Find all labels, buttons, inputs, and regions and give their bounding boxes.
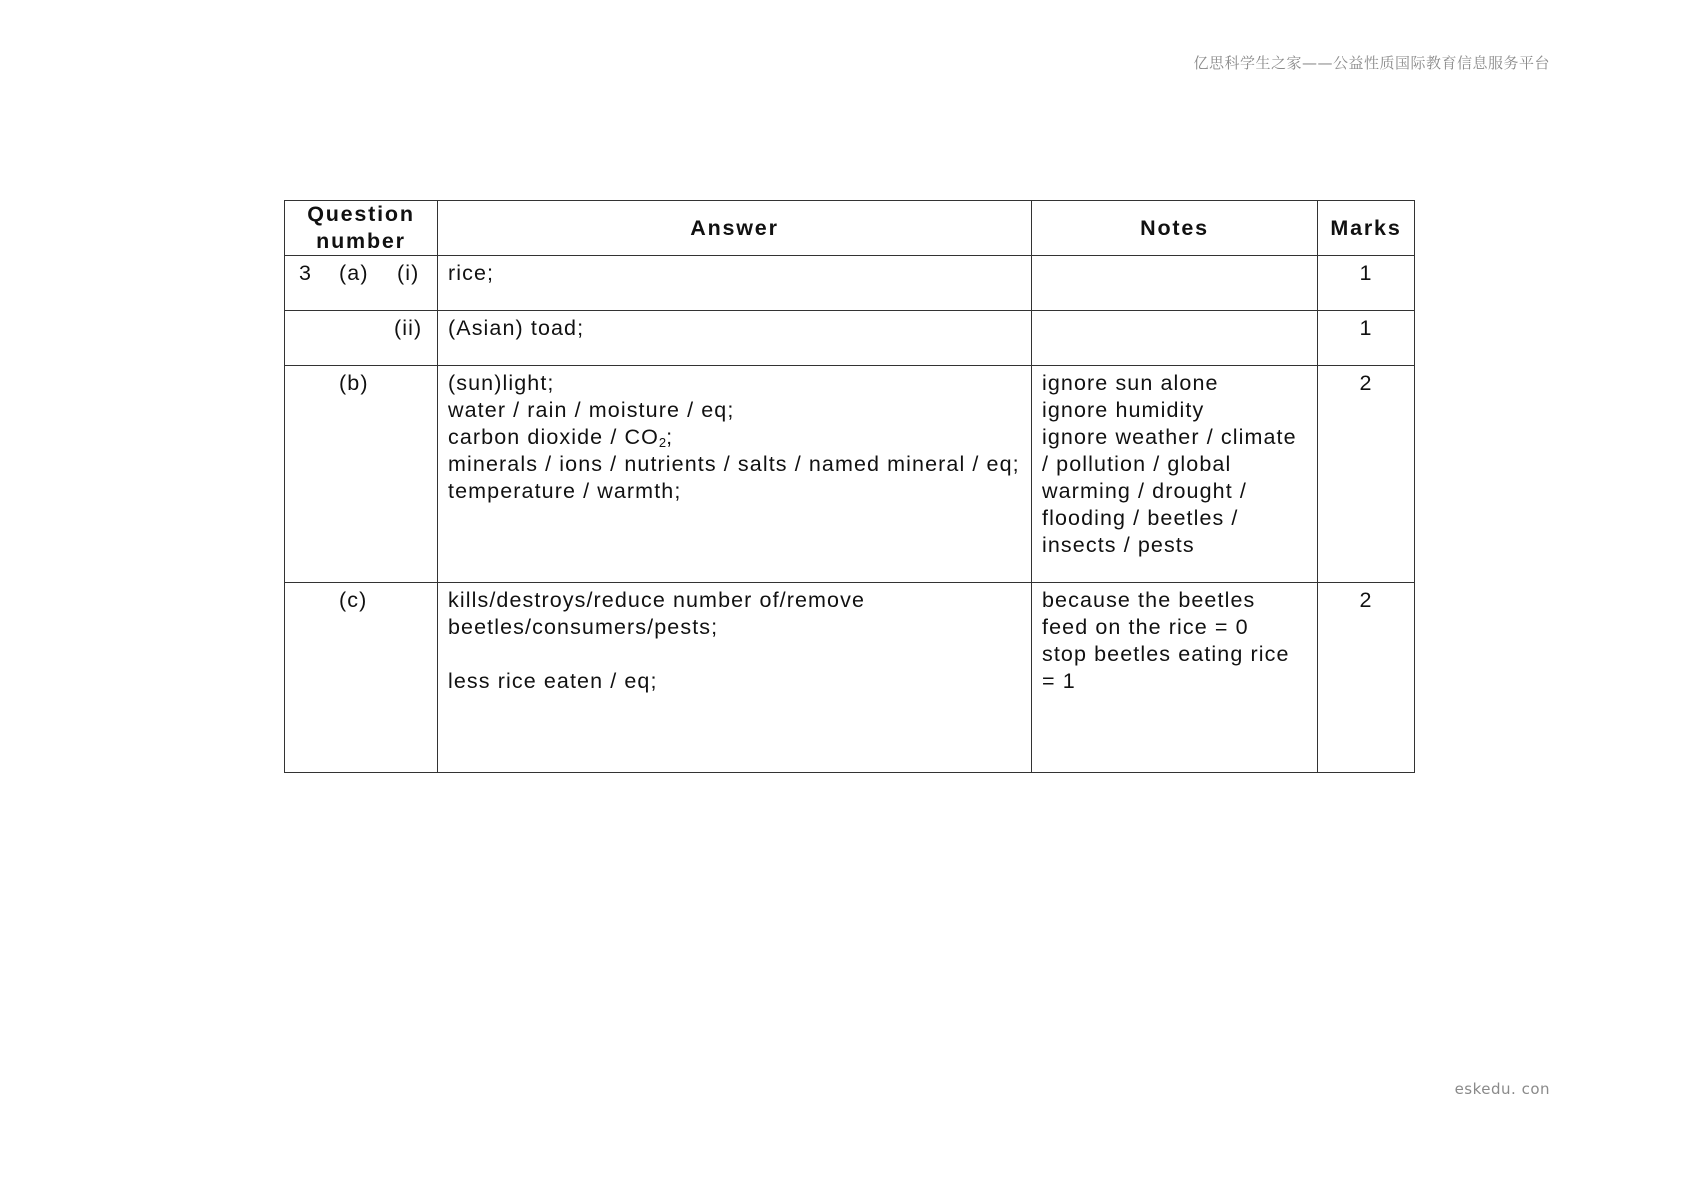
marks-value: 1: [1359, 316, 1373, 340]
answer-cell: [438, 311, 1032, 366]
answer-cell: [438, 256, 1032, 311]
table-row: [285, 583, 1415, 773]
marks-value: 1: [1359, 261, 1373, 285]
notes-cell: [1032, 583, 1318, 773]
question-main-number: 3: [299, 261, 313, 285]
question-part: (b): [339, 371, 369, 395]
marks-value: 2: [1359, 371, 1373, 395]
notes-cell: [1032, 256, 1318, 311]
mark-scheme-table: [284, 200, 1415, 773]
answer-cell: [438, 366, 1032, 583]
table-row: [285, 366, 1415, 583]
answer-line: (sun)light;: [448, 371, 555, 395]
subscript-two: 2: [658, 435, 667, 450]
question-subpart: (i): [397, 261, 420, 285]
question-part: (c): [339, 588, 368, 612]
header-watermark: 亿思科学生之家——公益性质国际教育信息服务平台: [1193, 54, 1550, 72]
header-answer: Answer: [438, 201, 1032, 256]
question-number-cell: [285, 583, 438, 773]
header-marks: Marks: [1318, 201, 1415, 256]
question-part: (a): [339, 261, 369, 285]
question-number-cell: [285, 311, 438, 366]
notes-text: ignore sun alone ignore humidity ignore weather / climate / pollution / global warming / drought / flooding / beetles / insects / pests: [1042, 371, 1297, 557]
footer-watermark: eskedu. con: [1454, 1080, 1550, 1098]
question-subpart: (ii): [394, 316, 423, 340]
answer-line: minerals / ions / nutrients / salts / named mineral / eq;: [448, 452, 1020, 476]
answer-line: [448, 424, 1022, 451]
table-row: [285, 256, 1415, 311]
notes-cell: [1032, 311, 1318, 366]
question-number-cell: [285, 256, 438, 311]
answer-text: (Asian) toad;: [448, 316, 585, 340]
notes-text: [1032, 256, 1317, 260]
notes-cell: [1032, 366, 1318, 583]
answer-text: kills/destroys/reduce number of/remove beetles/consumers/pests; less rice eaten / eq;: [448, 588, 866, 693]
table-header-row: [285, 201, 1415, 256]
table-row: [285, 311, 1415, 366]
answer-cell: [438, 583, 1032, 773]
notes-text: [1032, 311, 1317, 315]
answer-text: rice;: [448, 261, 495, 285]
answer-line-suffix: ;: [666, 425, 674, 449]
marks-value: 2: [1359, 588, 1373, 612]
question-number-cell: [285, 366, 438, 583]
marks-cell: [1318, 311, 1415, 366]
answer-line: water / rain / moisture / eq;: [448, 398, 735, 422]
marks-cell: [1318, 256, 1415, 311]
header-question-number: Question number: [285, 201, 438, 256]
answer-text: [438, 366, 1031, 505]
answer-line: temperature / warmth;: [448, 479, 682, 503]
answer-line-text: carbon dioxide / CO: [448, 425, 659, 449]
marks-cell: [1318, 366, 1415, 583]
marks-cell: [1318, 583, 1415, 773]
notes-text: because the beetles feed on the rice = 0 stop beetles eating rice = 1: [1042, 588, 1290, 693]
header-notes: Notes: [1032, 201, 1318, 256]
